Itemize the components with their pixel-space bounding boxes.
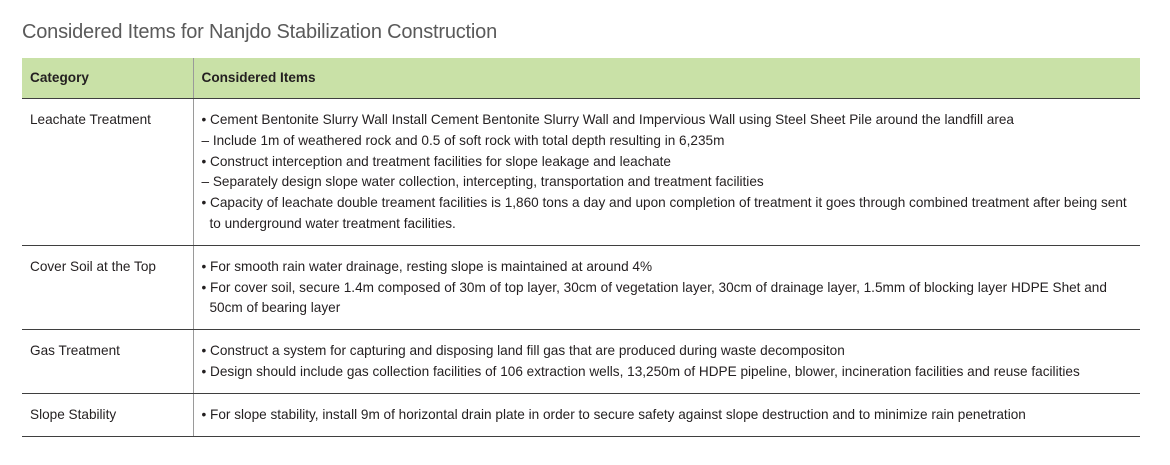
- header-considered-items: Considered Items: [193, 58, 1140, 99]
- category-cell: Gas Treatment: [22, 330, 193, 394]
- considered-items-table: [22, 58, 1140, 437]
- item-line: – Separately design slope water collection, intercepting, transportation and treatment facilities: [201, 174, 764, 190]
- items-cell: [193, 393, 1140, 436]
- item-line: • For slope stability, install 9m of horizontal drain plate in order to secure safety against slope destruction and to minimize rain penetration: [201, 406, 1026, 422]
- item-line: • Cement Bentonite Slurry Wall Install Cement Bentonite Slurry Wall and Impervious Wall using Steel Sheet Pile around the landfill area: [201, 112, 1014, 127]
- category-cell: Slope Stability: [22, 393, 193, 436]
- table-row: [22, 245, 1140, 329]
- category-cell: Leachate Treatment: [22, 99, 193, 246]
- item-line: • For smooth rain water drainage, resting slope is maintained at around 4%: [201, 258, 653, 274]
- header-category: Category: [22, 58, 193, 99]
- category-cell: Cover Soil at the Top: [22, 245, 193, 329]
- items-cell: [193, 330, 1140, 394]
- item-line: • Capacity of leachate double treament facilities is 1,860 tons a day and upon completion of treatment it goes through combined treatment after being sent to underground water treatment facilities.: [201, 195, 1127, 231]
- table-row: [22, 330, 1140, 394]
- items-cell: [193, 99, 1140, 246]
- item-line: • For cover soil, secure 1.4m composed of 30m of top layer, 30cm of vegetation layer, 30cm of drainage layer, 1.5mm of blocking layer HDPE Shet and 50cm of bearing layer: [201, 279, 1107, 316]
- page-title: Considered Items for Nanjdo Stabilization Construction: [22, 21, 498, 43]
- item-line: • Design should include gas collection facilities of 106 extraction wells, 13,250m of HDPE pipeline, blower, incineration facilities and reuse facilities: [201, 363, 1080, 379]
- table-header-row: [22, 58, 1140, 99]
- items-cell: [193, 245, 1140, 329]
- item-line: – Include 1m of weathered rock and 0.5 of soft rock with total depth resulting in 6,235m: [201, 132, 725, 148]
- item-line: • Construct interception and treatment facilities for slope leakage and leachate: [201, 153, 671, 169]
- item-line: • Construct a system for capturing and disposing land fill gas that are produced during waste decompositon: [201, 343, 845, 359]
- table-row: [22, 99, 1140, 246]
- table-row: [22, 393, 1140, 436]
